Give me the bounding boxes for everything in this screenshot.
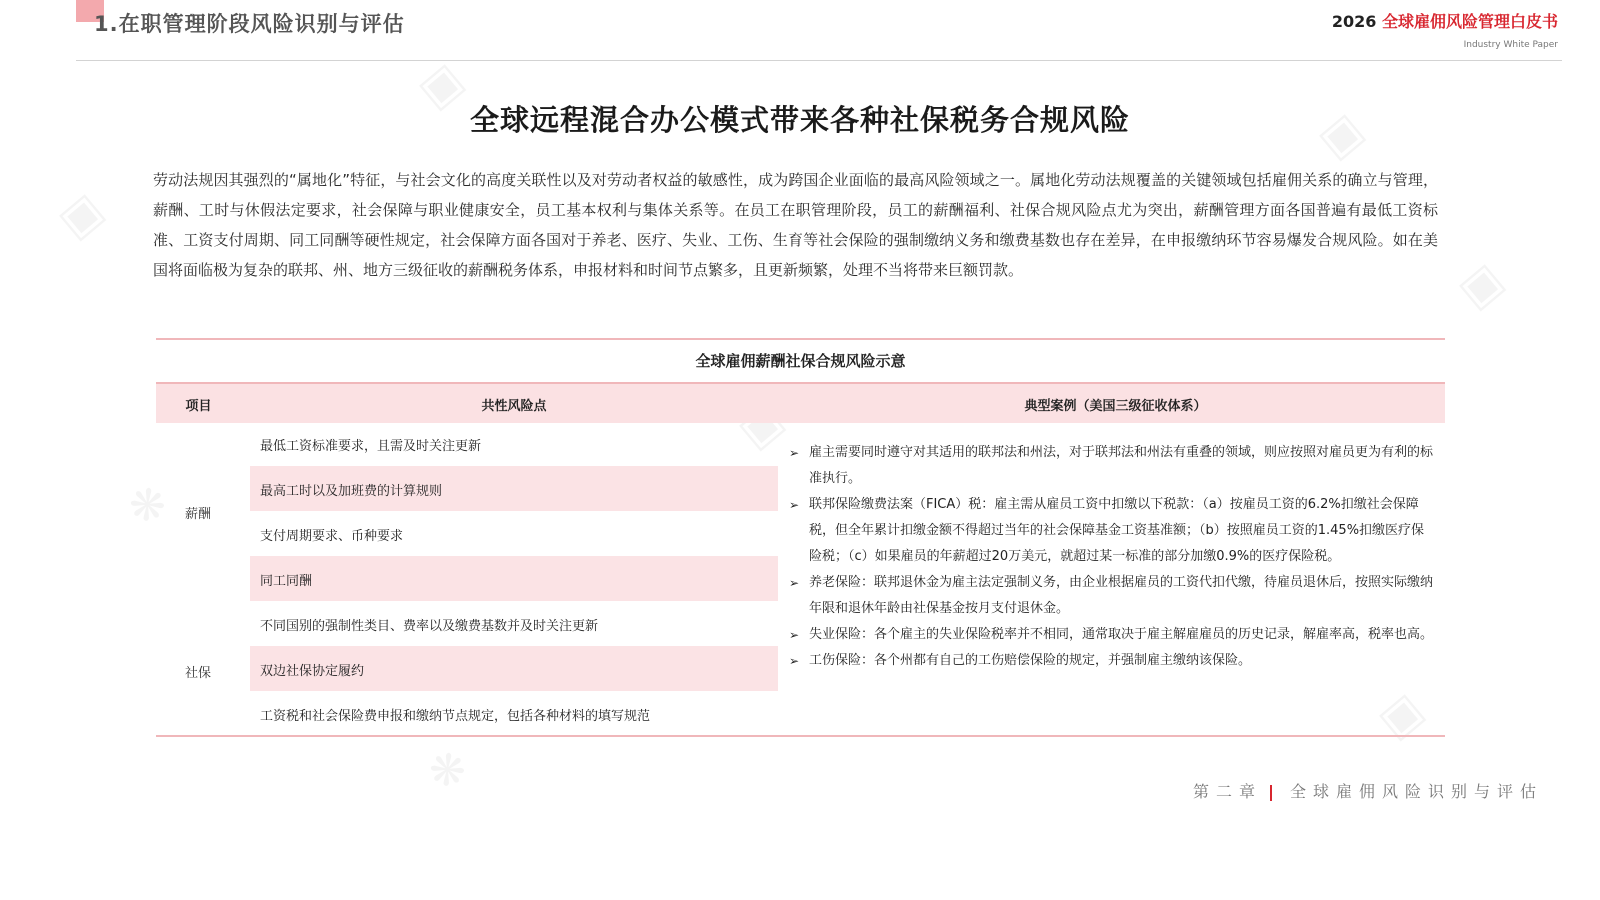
risk-row xyxy=(250,511,778,556)
case-item xyxy=(786,492,1436,570)
risk-text: 同工同酬 xyxy=(260,574,313,589)
arrow-bullet-icon: ➢ xyxy=(789,446,800,460)
section-title: 1.在职管理阶段风险识别与评估 xyxy=(94,12,405,36)
watermark-logo xyxy=(418,739,479,802)
footer-separator xyxy=(1270,785,1272,801)
risk-row xyxy=(250,646,778,691)
risk-text: 双边社保协定履约 xyxy=(260,664,365,679)
case-text: 工伤保险：各个州都有自己的工伤赔偿保险的规定，并强制雇主缴纳该保险。 xyxy=(809,653,1252,668)
risk-row xyxy=(250,466,778,511)
brand-name: 全球雇佣风险管理白皮书 xyxy=(1381,12,1558,31)
brand-year: 2026 xyxy=(1331,12,1377,31)
category-social-security: 社保 xyxy=(185,666,212,681)
arrow-bullet-icon: ➢ xyxy=(789,576,800,590)
page-title: 全球远程混合办公模式带来各种社保税务合规风险 xyxy=(469,103,1130,137)
brand-block xyxy=(1332,9,1558,50)
risk-text: 不同国别的强制性类目、费率以及缴费基数并及时关注更新 xyxy=(260,619,599,634)
header-divider xyxy=(76,60,1562,61)
risk-text: 最高工时以及加班费的计算规则 xyxy=(260,484,443,499)
chapter-title: 全球雇佣风险识别与评估 xyxy=(1289,782,1543,801)
case-text: 养老保险：联邦退休金为雇主法定强制义务，由企业根据雇员的工资代扣代缴，待雇员退休后，按照实际缴纳年限和退休年龄由社保基金按月支付退休金。 xyxy=(809,575,1434,616)
chapter-label: 第二章 xyxy=(1192,782,1262,801)
risk-text: 支付周期要求、币种要求 xyxy=(260,529,404,544)
risk-text: 最低工资标准要求，且需及时关注更新 xyxy=(260,439,482,454)
typical-cases-list xyxy=(786,440,1436,674)
table-header xyxy=(156,382,1445,423)
table-bottom-rule xyxy=(156,735,1445,737)
category-salary: 薪酬 xyxy=(185,507,212,522)
risk-row xyxy=(250,556,778,601)
watermark-logo xyxy=(48,183,113,249)
case-item xyxy=(786,440,1436,492)
intro-paragraph: 劳动法规因其强烈的“属地化”特征，与社会文化的高度关联性以及对劳动者权益的敏感性，成为跨国企业面临的最高风险领域之一。属地化劳动法规覆盖的关键领域包括雇佣关系的确立与管理，薪酬、工时与休假法定要求，社会保障与职业健康安全，员工基本权利与集体关系等。在员工在职管理阶段，员工的薪酬福利、社保合规风险点尤为突出，薪酬管理方面各国普遍有最低工资标准、工资支付周期、同工同酬等硬性规定，社会保障方面各国对于养老、医疗、失业、工伤、生育等社会保险的强制缴纳义务和缴费基数也存在差异，在申报缴纳环节容易爆发合规风险。如在美国将面临极为复杂的联邦、州、地方三级征收的薪酬税务体系，申报材料和时间节点繁多，且更新频繁，处理不当将带来巨额罚款。 xyxy=(153,171,1438,279)
watermark-logo xyxy=(1448,253,1513,319)
arrow-bullet-icon: ➢ xyxy=(789,628,800,642)
header-common-risk: 共性风险点 xyxy=(481,399,547,414)
case-item xyxy=(786,648,1436,674)
case-item xyxy=(786,622,1436,648)
arrow-bullet-icon: ➢ xyxy=(789,654,800,668)
case-text: 联邦保险缴费法案（FICA）税：雇主需从雇员工资中扣缴以下税款：（a）按雇员工资的6.2%扣缴社会保障税，但全年累计扣缴金额不得超过当年的社会保障基金工资基准额；（b）按照雇员工资的1.45%扣缴医疗保险税；（c）如果雇员的年薪超过20万美元，就超过某一标准的部分加缴0.9%的医疗保险税。 xyxy=(809,497,1425,564)
case-text: 失业保险：各个雇主的失业保险税率并不相同，通常取决于雇主解雇雇员的历史记录，解雇率高，税率也高。 xyxy=(809,627,1434,642)
brand-title xyxy=(1332,9,1558,32)
watermark-logo xyxy=(118,474,179,537)
arrow-bullet-icon: ➢ xyxy=(789,498,800,512)
watermark-logo xyxy=(1368,683,1433,749)
risk-text: 工资税和社会保险费申报和缴纳节点规定，包括各种材料的填写规范 xyxy=(260,709,651,724)
risk-row xyxy=(250,691,778,736)
header-item: 项目 xyxy=(185,399,212,414)
table-title: 全球雇佣薪酬社保合规风险示意 xyxy=(695,352,906,370)
risk-row xyxy=(250,601,778,646)
header-typical-case: 典型案例（美国三级征收体系） xyxy=(1024,399,1207,414)
brand-subtitle: Industry White Paper xyxy=(1463,40,1558,50)
page-footer xyxy=(1193,779,1543,802)
case-text: 雇主需要同时遵守对其适用的联邦法和州法，对于联邦法和州法有重叠的领域，则应按照对雇员更为有利的标准执行。 xyxy=(809,445,1434,486)
case-item xyxy=(786,570,1436,622)
risk-row xyxy=(250,421,778,466)
table-top-rule xyxy=(156,338,1445,340)
